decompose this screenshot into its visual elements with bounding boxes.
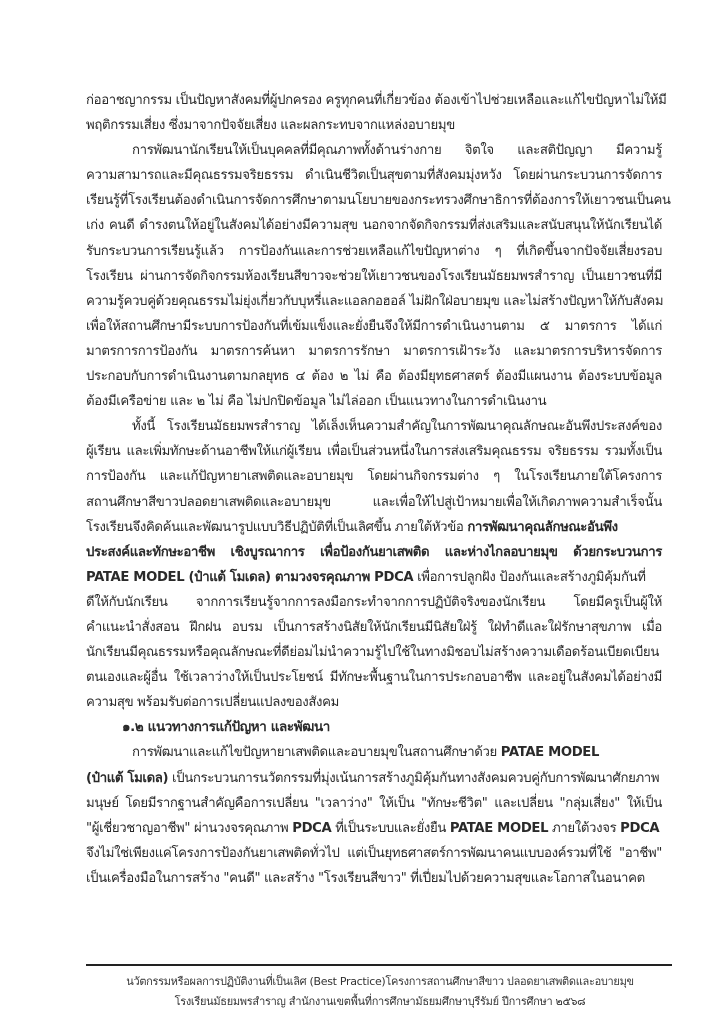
text-line: มนุษย์ โดยมีรากฐานสำคัญคือการเปลี่ยน "เวลาว่าง" ให้เป็น "ทักษะชีวิต" และเปลี่ยน "กลุ่มเสี่ยง" ให้เป็น [86, 795, 662, 811]
text-span: เป็นกระบวนการนวัตกรรมที่มุ่งเน้นการสร้างภูมิคุ้มกันทางสังคมควบคู่กับการพัฒนาศักยภาพ [168, 770, 660, 786]
bold-text: PDCA [620, 820, 660, 836]
text-line: โรงเรียน ผ่านการจัดกิจกรรมห้องเรียนสีขาวจะช่วยให้เยาวชนของโรงเรียนมัธยมพรสำราญ เป็นเยาวชนที่มี [86, 268, 662, 284]
text-span: ภายใต้วงจร [548, 820, 621, 836]
text-line: ความสามารถและมีคุณธรรมจริยธรรม ดำเนินชีวิตเป็นสุขตามที่สังคมมุ่งหวัง โดยผ่านกระบวนการจัดการ [86, 168, 662, 184]
text-line: ตนเองและผู้อื่น ใช้เวลาว่างให้เป็นประโยชน์ มีทักษะพื้นฐานในการประกอบอาชีพ และอยู่ในสังคมได้อย่างมี [86, 670, 662, 686]
bold-text: PATAE MODEL [500, 745, 600, 761]
text-line: จึงไม่ใช่เพียงแค่โครงการป้องกันยาเสพติดทั่วไป แต่เป็นยุทธศาสตร์การพัฒนาคนแบบองค์รวมที่ใช้ "อาชีพ" [86, 845, 662, 861]
text-span: โรงเรียนจึงคิดค้นและพัฒนารูปแบบวิธีปฏิบัติที่เป็นเลิศขึ้น ภายใต้หัวข้อ [86, 519, 468, 535]
text-line: เป็นเครื่องมือในการสร้าง "คนดี" และสร้าง "โรงเรียนสีขาว" ที่เปี่ยมไปด้วยความสุขและโอกาสในอนาคต [86, 870, 645, 886]
bold-text: PATAE MODEL [449, 820, 549, 836]
document-body [86, 88, 671, 891]
text-line: นักเรียนมีคุณธรรมหรือคุณลักษณะที่ดีย่อมไม่นำความรู้ไปใช้ในทางมิชอบไม่สร้างความเดือดร้อนเบียดเบียน [86, 645, 659, 661]
text-line: คำแนะนำสั่งสอน ฝึกฝน อบรม เป็นการสร้างนิสัยให้นักเรียนมีนิสัยใฝ่รู้ ใฝ่ทำดีและใฝ่รักษาสุขภาพ เมื่อ [86, 619, 662, 635]
text-span: ที่เป็นระบบและยั่งยืน [331, 820, 450, 836]
text-line: ประกอบกับการดำเนินงานตามกลยุทธ ๔ ต้อง ๒ ไม่ คือ ต้องมียุทธศาสตร์ ต้องมีแผนงาน ต้องระบบข้อมูล [86, 369, 662, 385]
text-line: เก่ง คนดี ดำรงตนให้อยู่ในสังคมได้อย่างมีความสุข นอกจากจัดกิจกรรมที่ส่งเสริมและสนับสนุนให้นักเรียนได้ [86, 218, 662, 234]
bold-text: (ป๋าแต้ โมเดล) [86, 770, 169, 786]
text-line: ก่ออาชญากรรม เป็นปัญหาสังคมที่ผู้ปกครอง ครูทุกคนที่เกี่ยวข้อง ต้องเข้าไปช่วยเหลือและแก้ไขปัญหาไม่ให้มี [86, 93, 667, 108]
page-footer [60, 972, 700, 1012]
text-line: สถานศึกษาสีขาวปลอดยาเสพติดและอบายมุข และเพื่อให้ไปสู่เป้าหมายเพื่อให้เกิดภาพความสำเร็จนั้น [86, 494, 662, 510]
text-line: การป้องกัน และแก้ปัญหายาเสพติดและอบายมุข โดยผ่านกิจกรรมต่าง ๆ ในโรงเรียนภายใต้โครงการ [86, 469, 662, 485]
bold-title-text: PATAE MODEL (ป๋าแต้ โมเดล) ตามวงจรคุณภาพ PDCA [86, 569, 414, 585]
text-line [86, 565, 662, 590]
text-line [86, 515, 662, 540]
text-line [86, 766, 662, 791]
text-line: ทั้งนี้ โรงเรียนมัธยมพรสำราญ ได้เล็งเห็นความสำคัญในการพัฒนาคุณลักษณะอันพึงประสงค์ของ [132, 419, 662, 435]
footer-line: นวัตกรรมหรือผลการปฏิบัติงานที่เป็นเลิศ (Best Practice)โครงการสถานศึกษาสีขาว ปลอดยาเสพติดและอบายมุข [126, 975, 634, 988]
bold-title-text: ประสงค์และทักษะอาชีพ เชิงบูรณาการ เพื่อป้องกันยาเสพติด และห่างไกลอบายมุข ด้วยกระบวนการ [86, 544, 662, 560]
text-line [86, 816, 662, 841]
text-line: พฤติกรรมเสี่ยง ซึ่งมาจากปัจจัยเสี่ยง และผลกระทบจากแหล่งอบายมุข [86, 118, 455, 134]
text-line [86, 740, 662, 765]
bold-title-text: การพัฒนาคุณลักษณะอันพึง [467, 519, 618, 535]
text-line: ความรู้ควบคู่ด้วยคุณธรรมไม่ยุ่งเกี่ยวกับบุหรี่และแอลกอฮอล์ ไม่ฝักใฝ่อบายมุข และไม่สร้างปัญหาให้กับสังคม [86, 293, 664, 309]
text-line: ผู้เรียน และเพิ่มทักษะด้านอาชีพให้แก่ผู้เรียน เพื่อเป็นส่วนหนึ่งในการส่งเสริมคุณธรรม จริยธรรม รวมทั้งเป็น [86, 444, 662, 460]
text-line: ความสุข พร้อมรับต่อการเปลี่ยนแปลงของสังคม [86, 695, 339, 711]
text-line: เพื่อให้สถานศึกษามีระบบการป้องกันที่เข้มแข็งและยั่งยืนจึงให้มีการดำเนินงานตาม ๕ มาตรการ ได้แก่ [86, 318, 662, 334]
text-span: การพัฒนาและแก้ไขปัญหายาเสพติดและอบายมุขในสถานศึกษาด้วย [132, 745, 501, 761]
text-span: "ผู้เชี่ยวชาญอาชีพ" ผ่านวงจรคุณภาพ [86, 820, 293, 836]
footer-line: โรงเรียนมัธยมพรสำราญ สำนักงานเขตพื้นที่การศึกษามัธยมศึกษาบุรีรัมย์ ปีการศึกษา ๒๕๖๘ [174, 995, 586, 1008]
text-line: ต้องมีเครือข่าย และ ๒ ไม่ คือ ไม่ปกปิดข้อมูล ไม่ไล่ออก เป็นแนวทางในการดำเนินงาน [86, 394, 547, 410]
text-line: เรียนรู้ที่โรงเรียนต้องดำเนินการจัดการศึกษาตามนโยบายของกระทรวงศึกษาธิการที่ต้องการให้เยาวชนเป็นคน [86, 193, 671, 209]
text-line: การพัฒนานักเรียนให้เป็นบุคคลที่มีคุณภาพทั้งด้านร่างกาย จิตใจ และสติปัญญา มีความรู้ [132, 143, 662, 159]
text-line: มาตรการการป้องกัน มาตรการค้นหา มาตรการรักษา มาตรการเฝ้าระวัง และมาตรการบริหารจัดการ [86, 343, 662, 359]
footer-divider [86, 964, 672, 966]
bold-text: PDCA [292, 820, 332, 836]
text-line: ดีให้กับนักเรียน จากการเรียนรู้จากการลงมือกระทำจากการปฏิบัติจริงของนักเรียน โดยมีครูเป็นผู้ให้ [86, 594, 662, 610]
text-line: รับกระบวนการเรียนรู้แล้ว การป้องกันและการช่วยเหลือแก้ไขปัญหาต่าง ๆ ที่เกิดขึ้นจากปัจจัยเสี่ยงรอบ [86, 243, 662, 259]
text-span: เพื่อการปลูกฝัง ป้องกันและสร้างภูมิคุ้มกันที่ [413, 569, 646, 585]
section-heading: ๑.๒ แนวทางการแก้ปัญหา และพัฒนา [122, 720, 330, 736]
